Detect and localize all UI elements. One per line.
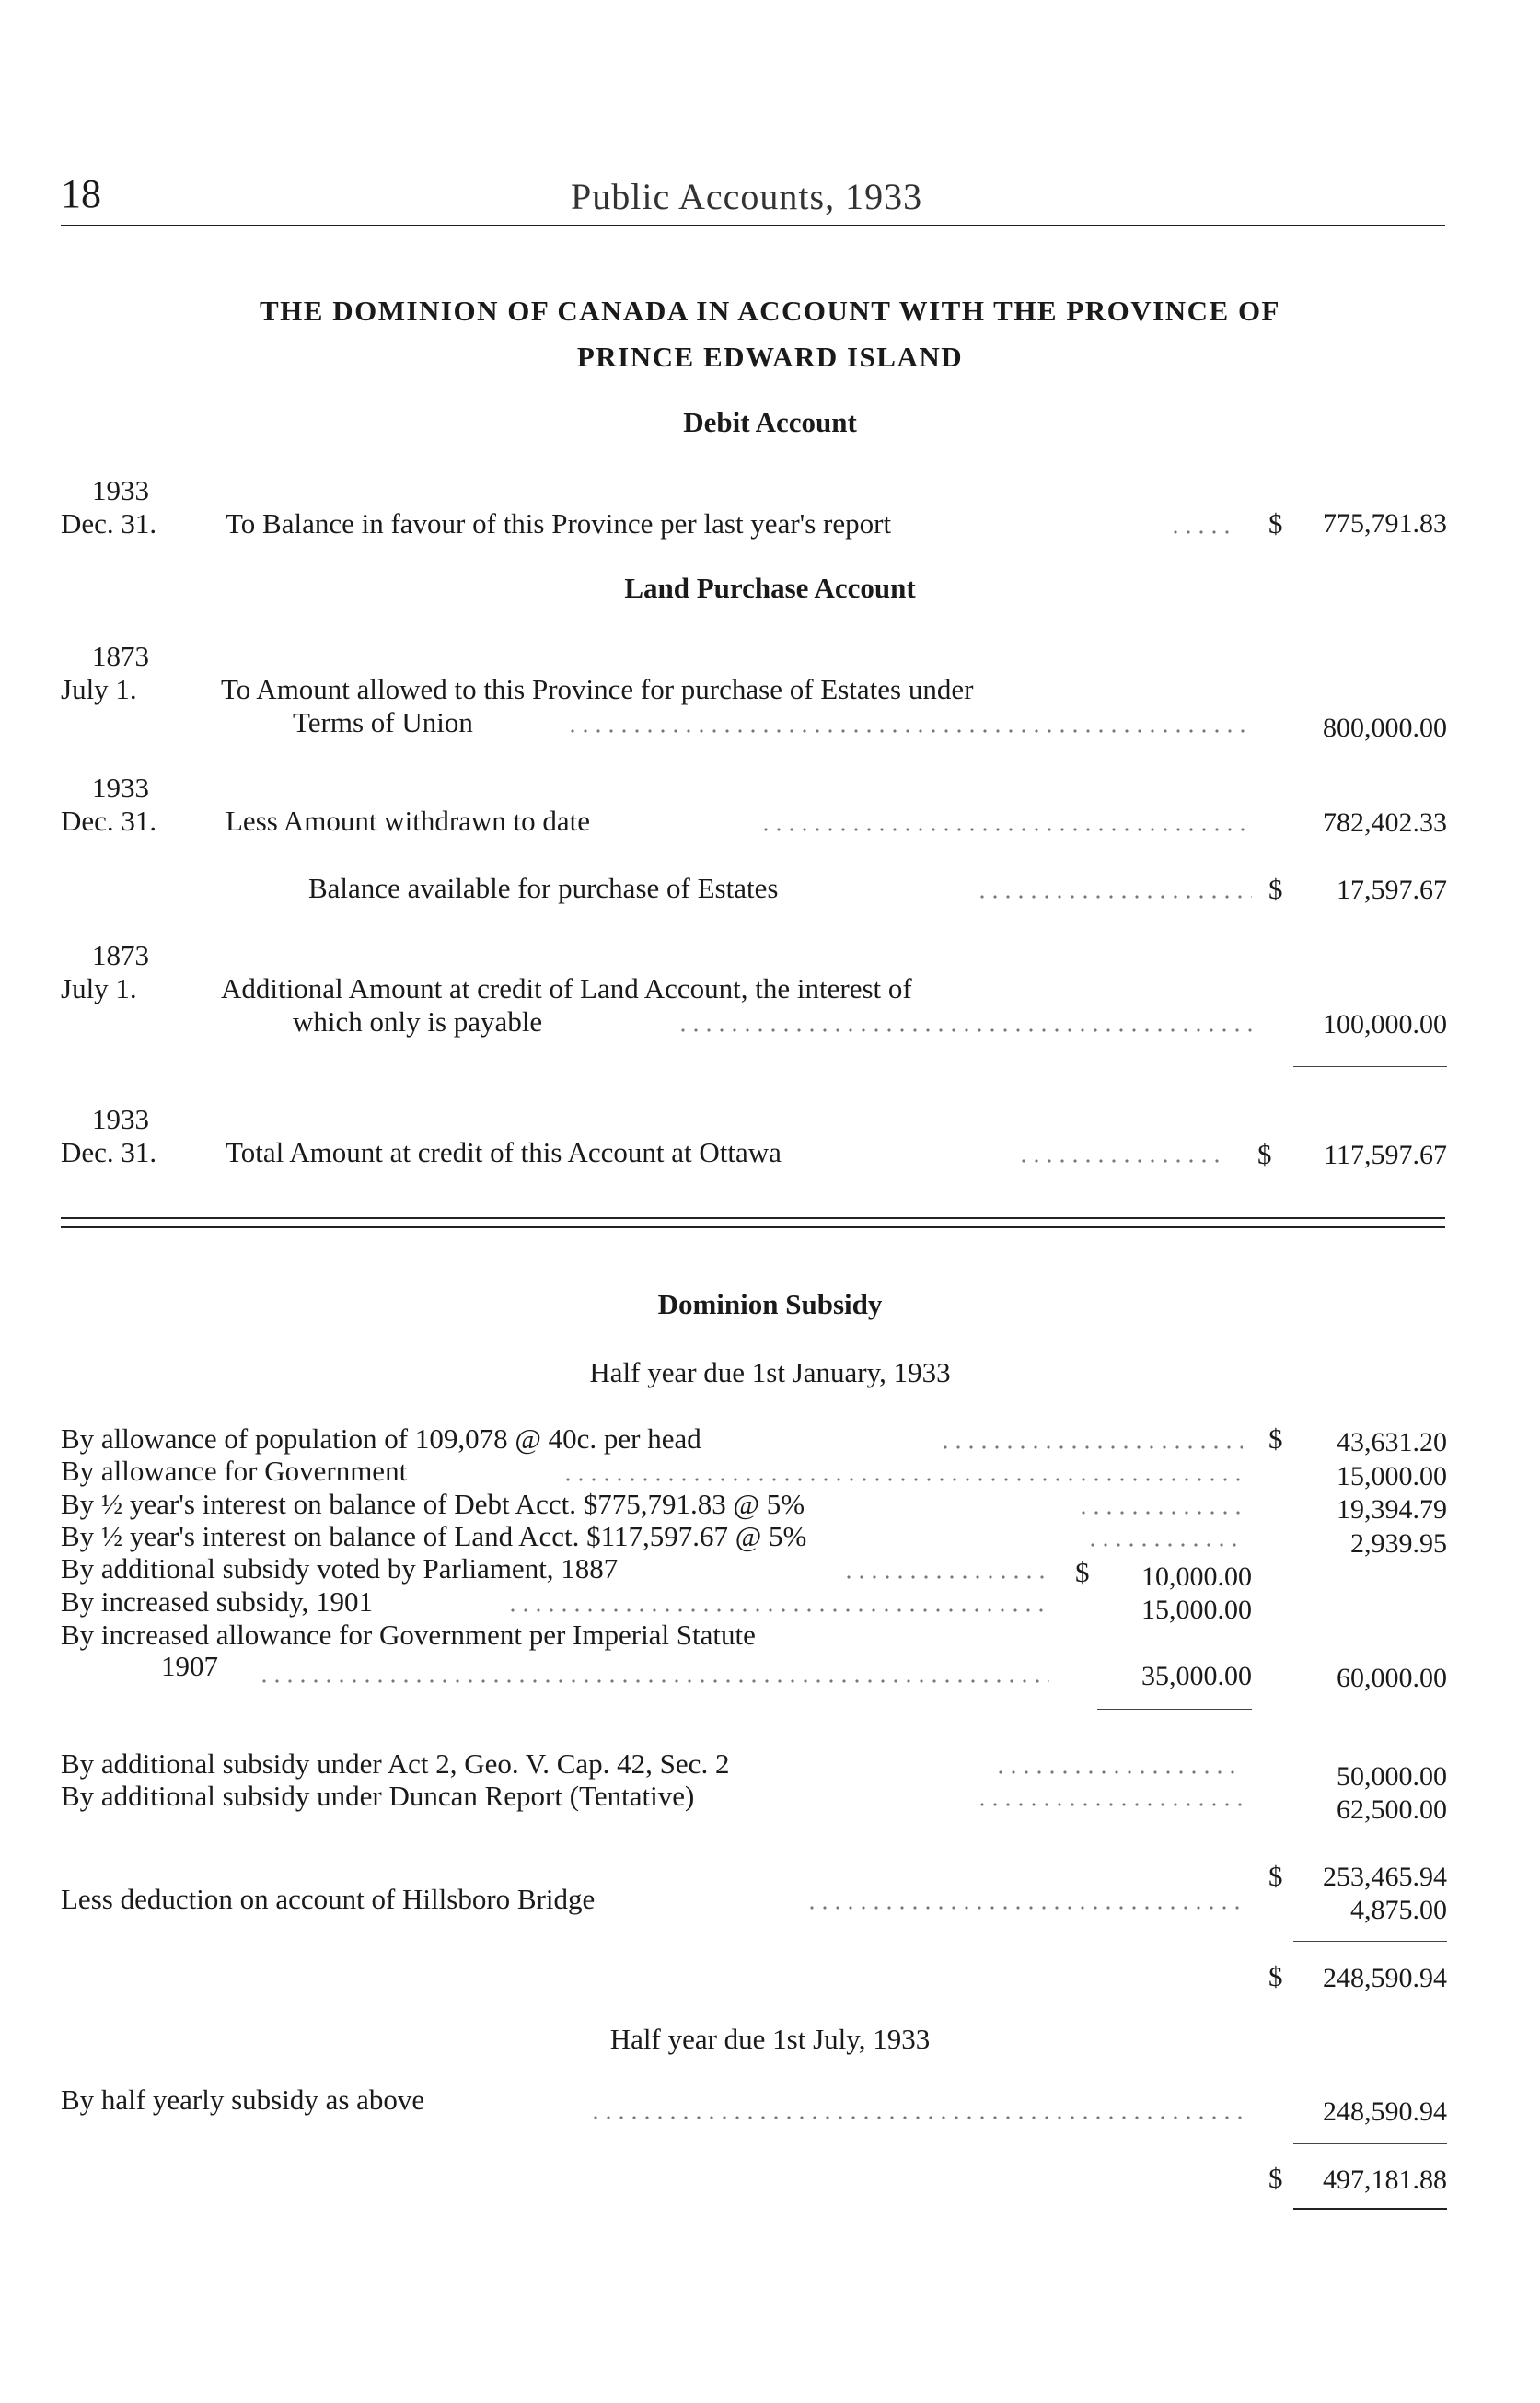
leader-dots [1169, 514, 1238, 536]
land-e1-year: 1873 [92, 640, 149, 672]
subsidy-row-inner-amount: 15,000.00 [1141, 1595, 1252, 1625]
leader-dots [994, 1754, 1243, 1776]
land-e4-date: Dec. 31. [61, 1136, 157, 1168]
debit-account-heading: Debit Account [683, 406, 857, 438]
section-separator [61, 1217, 1445, 1219]
document-title-line2: PRINCE EDWARD ISLAND [576, 341, 964, 373]
leader-dots [258, 1663, 1049, 1685]
grand-total-currency: $ [1268, 2162, 1283, 2194]
subsidy-row-inner-amount: 35,000.00 [1141, 1661, 1252, 1691]
land-e1-line1: To Amount allowed to this Province for purchase of Estates under [221, 673, 974, 705]
land-balance-text: Balance available for purchase of Estates [308, 872, 779, 904]
additional-subsidy-act-amount: 50,000.00 [1337, 1761, 1447, 1792]
leader-dots [589, 2099, 1243, 2121]
subsidy-row-amount: 2,939.95 [1350, 1528, 1447, 1559]
leader-dots [1077, 1494, 1243, 1516]
grand-total-amount: 497,181.88 [1323, 2165, 1447, 2195]
subsidy-row-line2: 1907 [161, 1650, 218, 1682]
land-e4-currency: $ [1257, 1138, 1272, 1170]
land-e1-date: July 1. [61, 673, 137, 705]
leader-dots [976, 1786, 1243, 1808]
subsidy-row-amount: 60,000.00 [1337, 1663, 1447, 1693]
subsidy-row-text: By increased subsidy, 1901 [61, 1585, 373, 1618]
dominion-subsidy-heading: Dominion Subsidy [657, 1288, 883, 1320]
document-title-line1: THE DOMINION OF CANADA IN ACCOUNT WITH THE PROVINCE OF [260, 295, 1280, 327]
deduction-amount: 4,875.00 [1350, 1895, 1447, 1925]
subsidy-row-text: By ½ year's interest on balance of Debt Acct. $775,791.83 @ 5% [61, 1488, 805, 1520]
land-e4-amount: 117,597.67 [1324, 1140, 1447, 1170]
leader-dots [506, 1592, 1049, 1614]
leader-dots [566, 713, 1252, 735]
subsidy-row-text: By allowance for Government [61, 1455, 408, 1487]
leader-dots [939, 1429, 1243, 1451]
land-balance-currency: $ [1268, 873, 1283, 905]
subsidy-row-text: By additional subsidy voted by Parliament, 1887 [61, 1552, 619, 1585]
subsidy-row-text: By ½ year's interest on balance of Land Acct. $117,597.67 @ 5% [61, 1520, 807, 1552]
leader-dots [759, 811, 1252, 833]
subsidy-row-amount: 15,000.00 [1337, 1461, 1447, 1492]
land-e2-date: Dec. 31. [61, 805, 157, 837]
running-title: Public Accounts, 1933 [571, 176, 923, 217]
subsidy-row-line1: By increased allowance for Government per Imperial Statute [61, 1619, 756, 1651]
land-purchase-heading: Land Purchase Account [624, 572, 916, 604]
leader-dots [1017, 1143, 1224, 1165]
land-e3-year: 1873 [92, 939, 149, 971]
additional-subsidy-duncan-amount: 62,500.00 [1337, 1794, 1447, 1825]
additional-subsidy-duncan-text: By additional subsidy under Duncan Report (Tentative) [61, 1780, 695, 1812]
land-e3-amount: 100,000.00 [1323, 1009, 1447, 1039]
amount-rule [1293, 1941, 1447, 1942]
debit-text: To Balance in favour of this Province per last year's report [226, 507, 892, 540]
leader-dots [1086, 1527, 1243, 1549]
net-amount: 248,590.94 [1323, 1963, 1447, 1993]
section-separator [61, 1226, 1445, 1228]
amount-rule [1097, 1709, 1252, 1710]
net-currency: $ [1268, 1960, 1283, 1992]
half-year-july-heading: Half year due 1st July, 1933 [609, 2023, 931, 2055]
subsidy-row-inner-currency: $ [1075, 1556, 1090, 1588]
deduction-text: Less deduction on account of Hillsboro Bridge [61, 1883, 596, 1915]
subtotal-currency: $ [1268, 1860, 1283, 1892]
land-e4-year: 1933 [92, 1103, 149, 1135]
land-e2-text: Less Amount withdrawn to date [226, 805, 591, 837]
debit-amount: 775,791.83 [1323, 508, 1447, 539]
amount-rule [1293, 2143, 1447, 2144]
subsidy-row-text: By allowance of population of 109,078 @ 40c. per head [61, 1422, 701, 1455]
debit-year: 1933 [92, 474, 149, 506]
debit-date: Dec. 31. [61, 507, 157, 540]
subsidy-row-amount: 43,631.20 [1337, 1427, 1447, 1457]
subsidy-row-currency: $ [1268, 1422, 1283, 1455]
land-e3-line2: which only is payable [293, 1005, 543, 1038]
double-rule [1293, 2208, 1447, 2210]
amount-rule [1293, 1066, 1447, 1067]
leader-dots [842, 1559, 1049, 1581]
header-rule [61, 225, 1445, 226]
leader-dots [976, 878, 1252, 900]
land-e3-line1: Additional Amount at credit of Land Account, the interest of [221, 972, 912, 1004]
land-e1-line2: Terms of Union [293, 706, 473, 738]
land-e4-text: Total Amount at credit of this Account at Ottawa [226, 1136, 782, 1168]
subsidy-row-inner-amount: 10,000.00 [1141, 1561, 1252, 1592]
half-year-january-heading: Half year due 1st January, 1933 [589, 1356, 951, 1388]
additional-subsidy-act-text: By additional subsidy under Act 2, Geo. V. Cap. 42, Sec. 2 [61, 1747, 730, 1780]
land-e2-amount: 782,402.33 [1323, 807, 1447, 838]
land-e3-date: July 1. [61, 972, 137, 1004]
half-yearly-subsidy-amount: 248,590.94 [1323, 2096, 1447, 2127]
half-yearly-subsidy-text: By half yearly subsidy as above [61, 2084, 425, 2116]
subtotal-amount: 253,465.94 [1323, 1862, 1447, 1892]
page-number: 18 [61, 171, 101, 216]
land-e1-amount: 800,000.00 [1323, 713, 1447, 743]
leader-dots [805, 1889, 1243, 1911]
land-e2-year: 1933 [92, 772, 149, 804]
subsidy-row-amount: 19,394.79 [1337, 1494, 1447, 1525]
leader-dots [562, 1461, 1243, 1483]
leader-dots [677, 1012, 1252, 1034]
land-balance-amount: 17,597.67 [1337, 875, 1447, 905]
debit-currency: $ [1268, 507, 1283, 540]
